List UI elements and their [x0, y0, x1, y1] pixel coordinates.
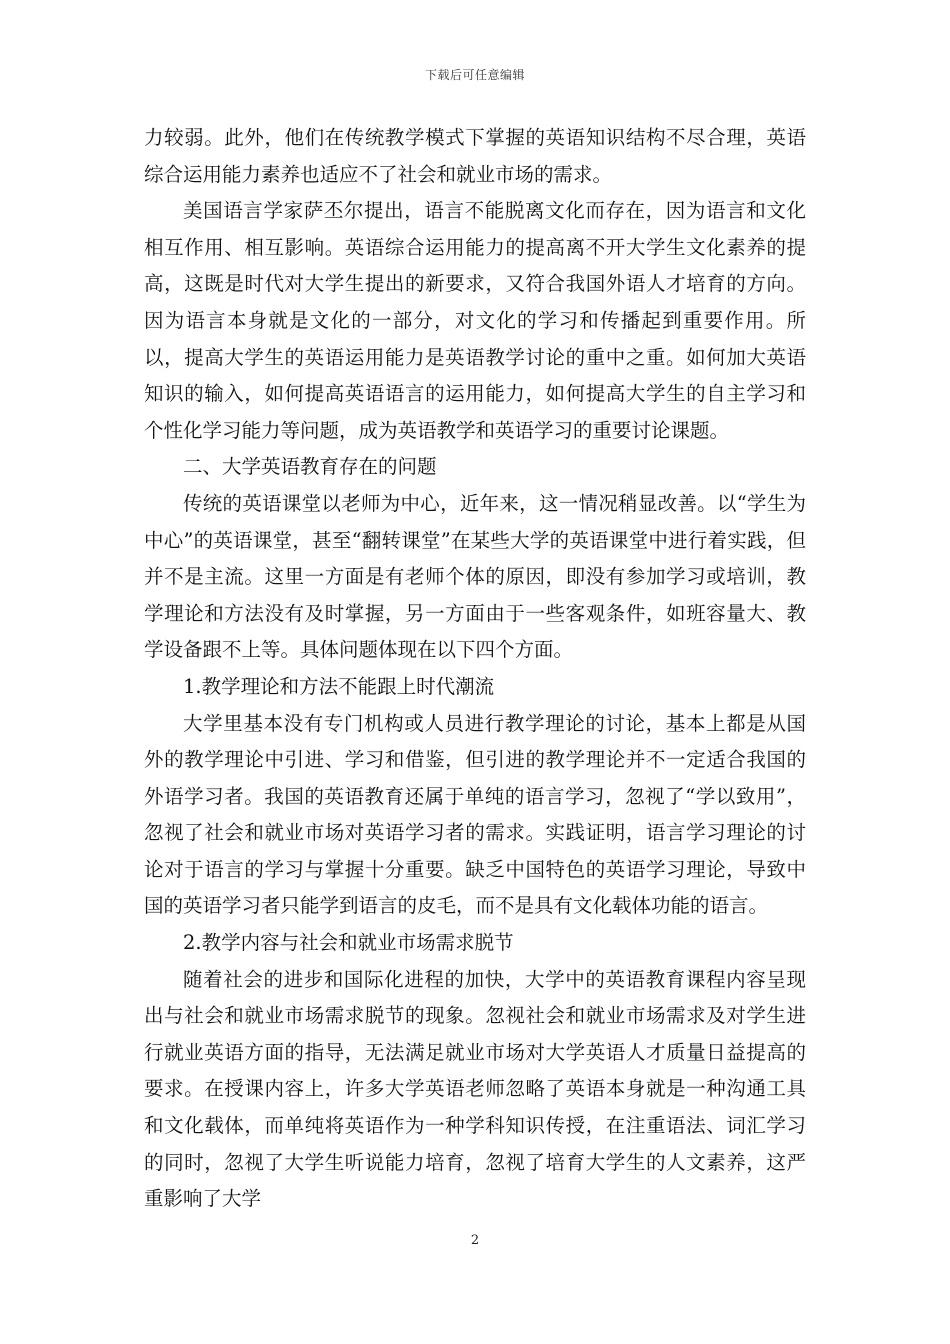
paragraph: 大学里基本没有专门机构或人员进行教学理论的讨论，基本上都是从国外的教学理论中引进、学习和借鉴，但引进的教学理论并不一定适合我国的外语学习者。我国的英语教育还属于单纯的语言学习，忽视了“学以致用”，忽视了社会和就业市场对英语学习者的需求。实践证明，语言学习理论的讨论对于语言的学习与掌握十分重要。缺乏中国特色的英语学习理论，导致中国的英语学习者只能学到语言的皮毛，而不是具有文化载体功能的语言。	[144, 711, 806, 918]
paragraph: 传统的英语课堂以老师为中心，近年来，这一情况稍显改善。以“学生为中心”的英语课堂，甚至“翻转课堂”在某些大学的英语课堂中进行着实践，但并不是主流。这里一方面是有老师个体的原因，即没有参加学习或培训，教学理论和方法没有及时掌握，另一方面由于一些客观条件，如班容量大、教学设备跟不上等。具体问题体现在以下四个方面。	[144, 491, 806, 662]
subsection-heading: 1.教学理论和方法不能跟上时代潮流	[183, 674, 495, 698]
page-header: 下载后可任意编辑	[424, 68, 525, 82]
paragraph: 力较弱。此外，他们在传统教学模式下掌握的英语知识结构不尽合理，英语综合运用能力素养也适应不了社会和就业市场的需求。	[144, 126, 806, 186]
paragraph: 随着社会的进步和国际化进程的加快，大学中的英语教育课程内容呈现出与社会和就业市场需求脱节的现象。忽视社会和就业市场需求及对学生进行就业英语方面的指导，无法满足就业市场对大学英语人才质量日益提高的要求。在授课内容上，许多大学英语老师忽略了英语本身就是一种沟通工具和文化载体，而单纯将英语作为一种学科知识传授，在注重语法、词汇学习的同时，忽视了大学生听说能力培育，忽视了培育大学生的人文素养，这严重影响了大学	[144, 967, 806, 1211]
page-number: 2	[470, 1233, 480, 1248]
section-heading: 二、大学英语教育存在的问题	[183, 455, 437, 479]
paragraph: 美国语言学家萨丕尔提出，语言不能脱离文化而存在，因为语言和文化相互作用、相互影响。英语综合运用能力的提高离不开大学生文化素养的提高，这既是时代对大学生提出的新要求，又符合我国外语人才培育的方向。因为语言本身就是文化的一部分，对文化的学习和传播起到重要作用。所以，提高大学生的英语运用能力是英语教学讨论的重中之重。如何加大英语知识的输入，如何提高英语语言的运用能力，如何提高大学生的自主学习和个性化学习能力等问题，成为英语教学和英语学习的重要讨论课题。	[144, 199, 806, 442]
body-text	[144, 120, 806, 1218]
subsection-heading: 2.教学内容与社会和就业市场需求脱节	[183, 931, 514, 955]
